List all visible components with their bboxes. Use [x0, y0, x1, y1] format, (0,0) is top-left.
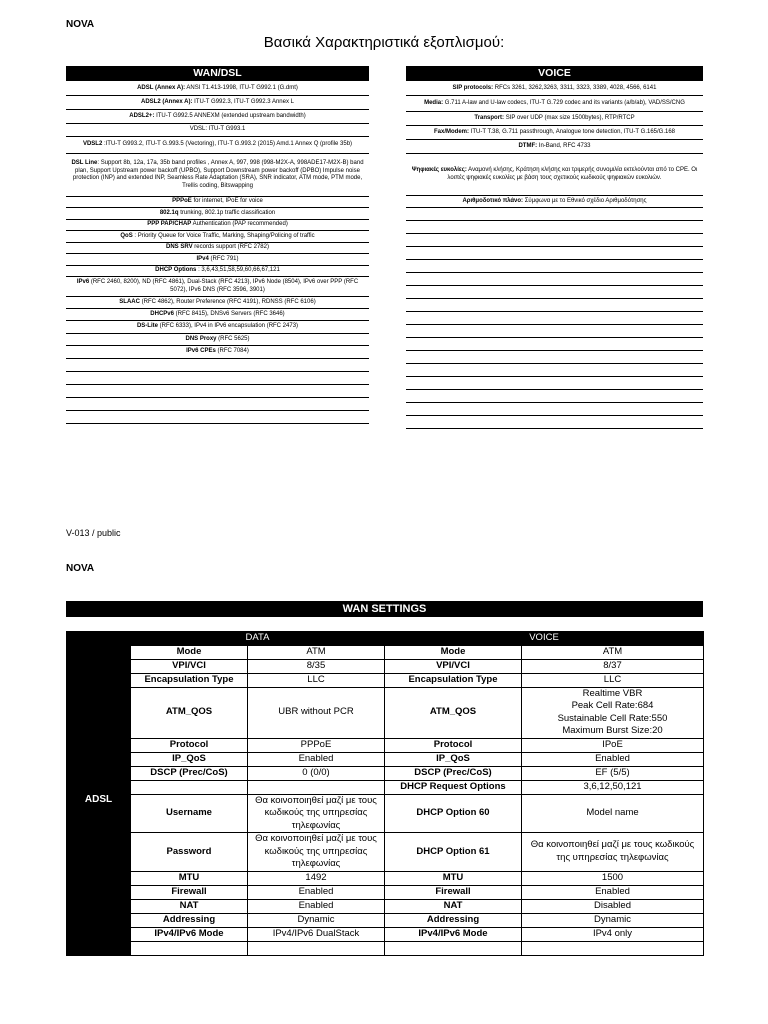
data-setting-value: ATM	[248, 645, 385, 659]
voice-empty-row	[406, 325, 703, 338]
data-setting-value: PPPoE	[248, 738, 385, 752]
wan-dsl-spec-text	[166, 244, 269, 252]
data-column-header: DATA	[131, 632, 385, 646]
voice-spec-value: SIP over UDP (max size 1500bytes), RTP/RTCP	[504, 114, 635, 121]
data-setting-value	[248, 780, 385, 794]
wan-dsl-spec-row	[66, 124, 369, 137]
data-setting-label: MTU	[131, 871, 248, 885]
data-setting-value: UBR without PCR	[248, 687, 385, 738]
data-setting-label: Mode	[131, 645, 248, 659]
voice-empty-row	[406, 286, 703, 299]
voice-spec-row	[406, 96, 703, 112]
wan-dsl-spec-value: (RFC 6333), IPv4 in IPv6 encapsulation (RFC 2473)	[157, 323, 299, 330]
wan-dsl-list	[66, 82, 369, 424]
wan-setting-row	[67, 766, 704, 780]
data-setting-value: Θα κοινοποιηθεί μαζί με τους κωδικούς της υπηρεσίας τηλεφωνίας	[248, 794, 385, 833]
wan-setting-row	[67, 871, 704, 885]
voice-spec-value: Αναμονή κλήσης, Κράτηση κλήσης και τριμερής συνομιλία εκτελούνται από το CPE. Οι λοιπές ψηφιακές ευκολίες με βάση τους σχετικούς κωδικούς ψηφιακών ευκολιών.	[447, 167, 698, 181]
voice-empty-row	[406, 403, 703, 416]
wan-dsl-spec-key: 802.1q	[159, 209, 179, 216]
wan-dsl-spec-row	[66, 82, 369, 96]
wan-dsl-spec-value: (RFC 7084)	[215, 348, 249, 355]
wan-dsl-spec-value: (RFC 4862), Router Preference (RFC 4191), RDNSS (RFC 6106)	[139, 298, 316, 305]
wan-dsl-spec-key: DSL Line	[71, 160, 98, 166]
wan-dsl-spec-text	[147, 221, 288, 229]
voice-setting-label	[385, 941, 522, 955]
wan-dsl-spec-key: DNS Proxy	[185, 335, 217, 342]
voice-setting-value: EF (5/5)	[522, 766, 704, 780]
voice-list	[406, 82, 703, 429]
data-setting-label: DSCP (Prec/CoS)	[131, 766, 248, 780]
wan-dsl-spec-key: DNS SRV	[166, 244, 193, 251]
wan-dsl-spec-row	[66, 96, 369, 110]
voice-setting-label: DSCP (Prec/CoS)	[385, 766, 522, 780]
voice-spec-key: SIP protocols:	[452, 84, 494, 91]
voice-spec-key: Αριθμοδοτικό πλάνο:	[462, 197, 524, 204]
wan-dsl-spec-text	[160, 210, 275, 218]
voice-setting-value: 8/37	[522, 659, 704, 673]
voice-setting-label: Encapsulation Type	[385, 673, 522, 687]
wan-dsl-spec-key: SLAAC	[119, 298, 140, 305]
voice-empty-row	[406, 247, 703, 260]
wan-dsl-spec-value: for internet, IPoE for voice	[191, 198, 263, 205]
voice-empty-row	[406, 364, 703, 377]
wan-dsl-spec-row	[66, 334, 369, 346]
voice-setting-value: Realtime VBR Peak Cell Rate:684 Sustainable Cell Rate:550 Maximum Burst Size:20	[522, 687, 704, 738]
voice-setting-label: IP_QoS	[385, 752, 522, 766]
data-setting-label	[131, 941, 248, 955]
wan-dsl-spec-value: :ITU-T G993.2, ITU-T G.993.5 (Vectoring), ITU-T G.993.2 (2015) Amd.1 Annex Q (profile 35b)	[102, 141, 353, 148]
data-setting-label: Addressing	[131, 913, 248, 927]
wan-dsl-empty-row	[66, 398, 369, 411]
wan-dsl-spec-key: PPPoE	[172, 198, 192, 205]
voice-empty-row	[406, 273, 703, 286]
voice-setting-label: DHCP Option 60	[385, 794, 522, 833]
wan-dsl-spec-row	[66, 321, 369, 334]
side-corner	[67, 632, 131, 646]
voice-setting-label: Addressing	[385, 913, 522, 927]
voice-setting-label: ATM_QOS	[385, 687, 522, 738]
wan-dsl-spec-text	[150, 311, 284, 319]
voice-empty-row	[406, 221, 703, 234]
voice-empty-row	[406, 312, 703, 325]
wan-dsl-spec-value: : Support 8b, 12a, 17a, 35b band profiles , Annex A, 997, 998 (998-M2X-A, 998ADE17-M2X-B) band plan, Support Upstream power backoff (UPBO), Support Downstream power backoff (DPBO) Impulse noise protection (INP) and extended INP, Seamless Rate Adaptation (SRA), SNR indicator, ATM mode, PTM mode, Trellis coding, Bitswapping	[72, 160, 364, 189]
wan-dsl-spec-row	[66, 243, 369, 254]
wan-dsl-spec-key: ADSL2+:	[129, 112, 155, 119]
voice-spec-row	[406, 154, 703, 196]
voice-setting-value: LLC	[522, 673, 704, 687]
voice-spec-row	[406, 82, 703, 96]
data-setting-label: IPv4/IPv6 Mode	[131, 927, 248, 941]
voice-empty-row	[406, 416, 703, 429]
wan-dsl-spec-text	[137, 323, 298, 331]
wan-dsl-spec-text	[119, 299, 315, 307]
wan-dsl-header: WAN/DSL	[66, 66, 369, 81]
voice-empty-row	[406, 351, 703, 364]
wan-dsl-spec-row	[66, 277, 369, 297]
voice-spec-key: DTMF:	[518, 142, 538, 149]
wan-dsl-spec-text	[155, 267, 280, 275]
wan-setting-row	[67, 885, 704, 899]
wan-setting-row	[67, 899, 704, 913]
voice-spec-value: RFCs 3261, 3262,3263, 3311, 3323, 3389, 4028, 4566, 6141	[493, 84, 657, 91]
voice-setting-label: Firewall	[385, 885, 522, 899]
voice-spec-row	[406, 112, 703, 126]
wan-dsl-empty-row	[66, 372, 369, 385]
wan-dsl-spec-row	[66, 309, 369, 321]
voice-spec-text	[474, 115, 634, 123]
wan-dsl-spec-key: IPv4	[196, 255, 209, 262]
wan-dsl-empty-row	[66, 411, 369, 424]
wan-dsl-spec-value: records support (RFC 2782)	[192, 244, 269, 251]
data-setting-value: Enabled	[248, 899, 385, 913]
voice-setting-label: VPI/VCI	[385, 659, 522, 673]
voice-empty-row	[406, 390, 703, 403]
wan-setting-row	[67, 833, 704, 872]
data-setting-label: Firewall	[131, 885, 248, 899]
wan-dsl-spec-value: (RFC 8415), DNSv6 Servers (RFC 3646)	[173, 310, 285, 317]
wan-setting-row	[67, 673, 704, 687]
voice-empty-row	[406, 234, 703, 247]
wan-dsl-spec-row	[66, 266, 369, 277]
data-setting-value: IPv4/IPv6 DualStack	[248, 927, 385, 941]
wan-dsl-spec-row	[66, 346, 369, 359]
wan-settings-title: WAN SETTINGS	[66, 601, 703, 617]
wan-dsl-spec-key: PPP PAP/CHAP	[147, 221, 192, 228]
wan-dsl-spec-key: VDSL2	[82, 141, 103, 148]
voice-setting-label: DHCP Option 61	[385, 833, 522, 872]
voice-spec-value: Σύμφωνα με το Εθνικό σχέδιο Αριθμοδότησης	[523, 197, 647, 204]
voice-spec-text	[518, 143, 590, 151]
wan-dsl-spec-value: ITU-T G992.5 ANNEXM (extended upstream bandwidth)	[154, 112, 306, 119]
wan-setting-row	[67, 738, 704, 752]
voice-setting-value: Dynamic	[522, 913, 704, 927]
wan-dsl-spec-value: : 3,6,43,51,58,59,60,66,67,121	[196, 267, 280, 274]
voice-setting-value: 3,6,12,50,121	[522, 780, 704, 794]
data-setting-value: 1492	[248, 871, 385, 885]
wan-dsl-spec-text	[186, 348, 249, 356]
voice-setting-label: MTU	[385, 871, 522, 885]
voice-setting-label: IPv4/IPv6 Mode	[385, 927, 522, 941]
wan-dsl-spec-row	[66, 208, 369, 220]
voice-setting-value: Disabled	[522, 899, 704, 913]
wan-dsl-spec-value: (RFC 791)	[208, 255, 239, 262]
wan-dsl-spec-row	[66, 110, 369, 124]
data-setting-value: Dynamic	[248, 913, 385, 927]
wan-dsl-spec-value: ITU-T G992.3, ITU-T G992.3 Annex L	[192, 98, 294, 105]
voice-spec-text	[453, 85, 657, 93]
data-setting-value	[248, 941, 385, 955]
wan-setting-row	[67, 941, 704, 955]
voice-setting-value	[522, 941, 704, 955]
wan-setting-row	[67, 927, 704, 941]
wan-dsl-spec-row	[66, 231, 369, 243]
data-setting-value: LLC	[248, 673, 385, 687]
wan-dsl-spec-text	[141, 99, 294, 107]
voice-spec-value: ITU-T T.38, G.711 passthrough, Analogue tone detection, ITU-T G.165/G.168	[469, 128, 676, 135]
voice-setting-value: Enabled	[522, 752, 704, 766]
wan-dsl-spec-row	[66, 197, 369, 208]
voice-setting-label: Mode	[385, 645, 522, 659]
data-setting-label: Encapsulation Type	[131, 673, 248, 687]
data-setting-label: Protocol	[131, 738, 248, 752]
wan-setting-row	[67, 752, 704, 766]
wan-dsl-spec-text	[83, 141, 352, 149]
wan-dsl-spec-text	[185, 336, 249, 344]
wan-setting-row	[67, 913, 704, 927]
voice-column-header: VOICE	[385, 632, 704, 646]
wan-dsl-spec-text	[70, 160, 365, 190]
voice-empty-row	[406, 260, 703, 273]
wan-dsl-spec-value: VDSL: ITU-T G993.1	[189, 126, 246, 133]
wan-setting-row	[67, 687, 704, 738]
voice-spec-row	[406, 140, 703, 154]
voice-spec-text	[424, 100, 685, 108]
wan-setting-row	[67, 780, 704, 794]
wan-dsl-spec-row	[66, 137, 369, 154]
data-setting-value: Enabled	[248, 885, 385, 899]
data-setting-label: IP_QoS	[131, 752, 248, 766]
wan-dsl-spec-row	[66, 254, 369, 266]
wan-settings-table	[66, 631, 704, 956]
wan-dsl-spec-text	[70, 279, 365, 294]
wan-dsl-spec-value: ANSI T1.413-1998, ITU-T G992.1 (G.dmt)	[185, 84, 298, 91]
data-setting-label: ATM_QOS	[131, 687, 248, 738]
voice-setting-value: Model name	[522, 794, 704, 833]
wan-dsl-spec-key: DHCPv6	[150, 310, 174, 317]
voice-setting-value: IPv4 only	[522, 927, 704, 941]
voice-spec-text	[434, 129, 675, 137]
wan-dsl-spec-text	[196, 256, 238, 264]
wan-setting-row	[67, 645, 704, 659]
data-setting-value: 8/35	[248, 659, 385, 673]
voice-spec-text	[410, 167, 699, 182]
data-setting-label: NAT	[131, 899, 248, 913]
data-setting-label: Password	[131, 833, 248, 872]
wan-dsl-spec-text	[190, 126, 246, 134]
wan-setting-row	[67, 794, 704, 833]
wan-setting-row	[67, 659, 704, 673]
adsl-side-label: ADSL	[67, 645, 131, 955]
wan-dsl-spec-text	[172, 198, 263, 206]
wan-dsl-spec-value: (RFC 5625)	[216, 335, 250, 342]
voice-spec-key: Media:	[424, 99, 444, 106]
document-code: V-013 / public	[66, 528, 121, 538]
voice-spec-value: G.711 A-law and U-law codecs, ITU-T G.729 codec and its variants (a/b/ab), VAD/SS/CNG	[443, 99, 685, 106]
wan-dsl-empty-row	[66, 359, 369, 372]
wan-dsl-spec-value: : Priority Queue for Voice Traffic, Marking, Shaping/Policing of traffic	[132, 232, 315, 239]
voice-setting-label: NAT	[385, 899, 522, 913]
data-setting-label	[131, 780, 248, 794]
voice-setting-value: Enabled	[522, 885, 704, 899]
voice-spec-value: In-Band, RFC 4733	[537, 142, 591, 149]
brand-top: NOVA	[66, 19, 95, 30]
wan-dsl-spec-row	[66, 154, 369, 197]
data-setting-value: 0 (0/0)	[248, 766, 385, 780]
wan-dsl-spec-row	[66, 220, 369, 231]
wan-dsl-spec-row	[66, 297, 369, 309]
voice-setting-label: DHCP Request Options	[385, 780, 522, 794]
voice-header: VOICE	[406, 66, 703, 81]
voice-spec-row	[406, 126, 703, 140]
data-setting-label: Username	[131, 794, 248, 833]
wan-dsl-spec-key: ADSL2 (Annex A):	[141, 98, 193, 105]
wan-dsl-spec-value: Authentication (PAP recommended)	[191, 221, 288, 228]
wan-dsl-spec-key: IPv6	[76, 279, 90, 285]
wan-dsl-spec-value: trunking, 802.1p traffic classification	[178, 209, 276, 216]
wan-dsl-spec-key: QoS	[120, 232, 133, 239]
data-setting-value: Enabled	[248, 752, 385, 766]
voice-spec-key: Fax/Modem:	[433, 128, 469, 135]
voice-empty-row	[406, 377, 703, 390]
voice-setting-value: 1500	[522, 871, 704, 885]
wan-dsl-spec-key: IPv6 CPEs	[186, 348, 216, 355]
voice-empty-row	[406, 299, 703, 312]
wan-dsl-empty-row	[66, 385, 369, 398]
voice-spec-text	[462, 198, 646, 206]
wan-dsl-spec-text	[137, 85, 298, 93]
voice-empty-row	[406, 338, 703, 351]
data-setting-label: VPI/VCI	[131, 659, 248, 673]
wan-dsl-spec-key: ADSL (Annex A):	[137, 84, 186, 91]
wan-dsl-spec-value: (RFC 2460, 8200), ND (RFC 4861), Dual-Stack (RFC 4213), IPv6 Node (8504), IPv6 over PPP (RFC 5072), IPv6 DNS (RFC 3596, 3901)	[89, 279, 359, 293]
wan-dsl-spec-text	[129, 113, 305, 121]
voice-setting-value: ATM	[522, 645, 704, 659]
voice-spec-row	[406, 196, 703, 208]
wan-dsl-spec-key: DHCP Options	[155, 267, 197, 274]
voice-setting-label: Protocol	[385, 738, 522, 752]
wan-dsl-spec-key: DS-Lite	[136, 323, 158, 330]
voice-spec-key: Ψηφιακές ευκολίες:	[411, 167, 467, 173]
brand-mid: NOVA	[66, 563, 95, 574]
wan-dsl-spec-text	[120, 233, 314, 241]
voice-setting-value: Θα κοινοποιηθεί μαζί με τους κωδικούς της υπηρεσίας τηλεφωνίας	[522, 833, 704, 872]
voice-empty-row	[406, 208, 703, 221]
data-setting-value: Θα κοινοποιηθεί μαζί με τους κωδικούς της υπηρεσίας τηλεφωνίας	[248, 833, 385, 872]
voice-setting-value: IPoE	[522, 738, 704, 752]
page-title: Βασικά Χαρακτηριστικά εξοπλισμού:	[263, 34, 505, 51]
voice-spec-key: Transport:	[474, 114, 505, 121]
